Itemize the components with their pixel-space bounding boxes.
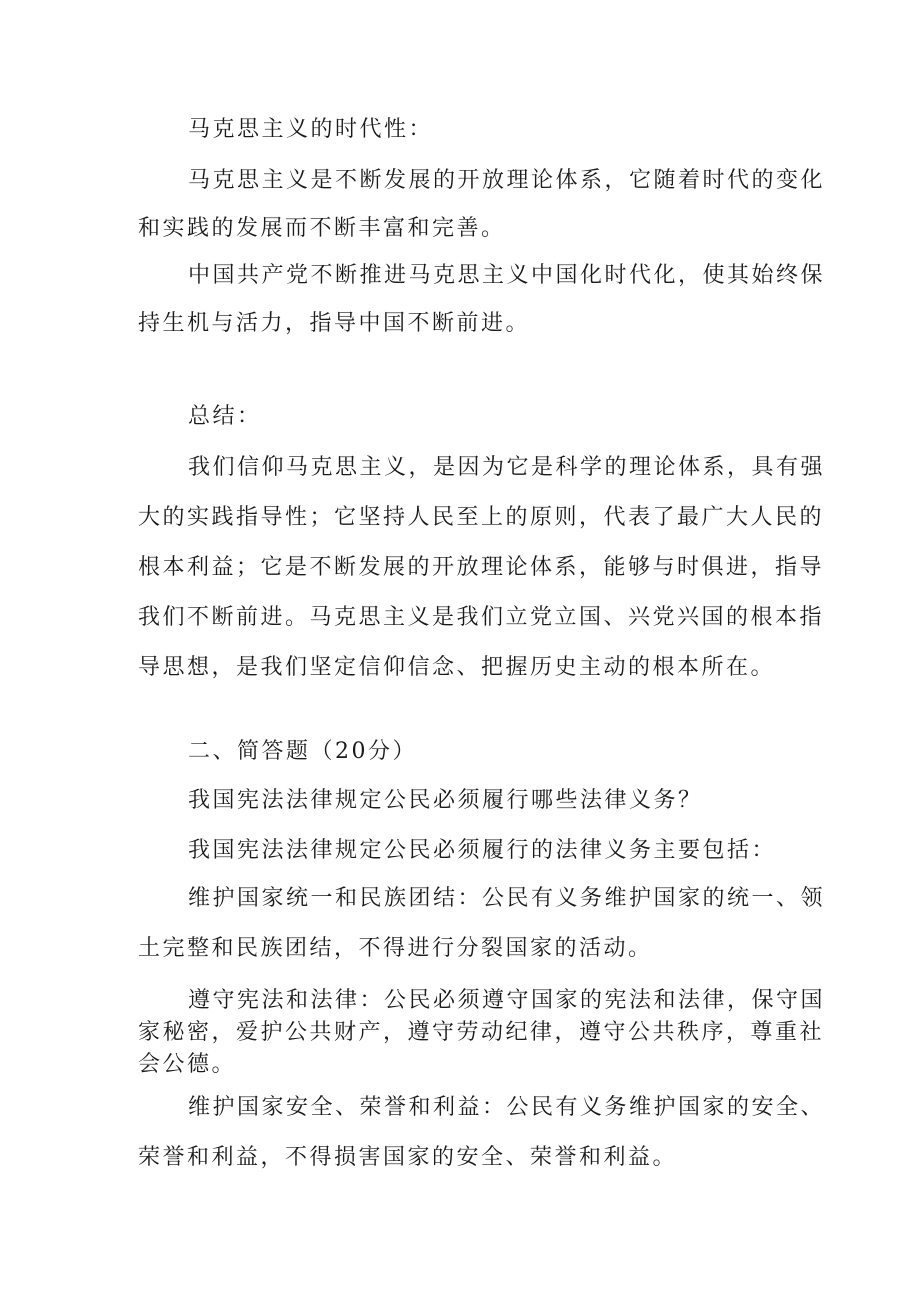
answer-intro xyxy=(188,827,776,875)
paragraph xyxy=(138,1083,825,1183)
text-line: 遵守宪法和法律：公民必须遵守国家的宪法和法律，保守国 xyxy=(188,988,826,1013)
text-line: 中国共产党不断推进马克思主义中国化时代化，使其始终保 xyxy=(188,263,826,288)
text-line: 土完整和民族团结，不得进行分裂国家的活动。 xyxy=(138,936,653,961)
text-line: 根本利益；它是不断发展的开放理论体系，能够与时俱进，指导 xyxy=(138,555,825,580)
paragraph xyxy=(138,985,825,1081)
text-line: 会公德。 xyxy=(138,1052,237,1077)
paragraph xyxy=(138,443,825,693)
text-line: 马克思主义是不断发展的开放理论体系，它随着时代的变化 xyxy=(188,168,826,193)
text-line: 维护国家统一和民族团结：公民有义务维护国家的统一、领 xyxy=(188,886,826,911)
section-title xyxy=(188,728,417,776)
text-line: 荣誉和利益，不得损害国家的安全、荣誉和利益。 xyxy=(138,1145,678,1170)
text-line: 和实践的发展而不断丰富和完善。 xyxy=(138,216,506,241)
text-line: 大的实践指导性；它坚持人民至上的原则，代表了最广大人民的 xyxy=(138,505,825,530)
text-line: 我国宪法法律规定公民必须履行的法律义务主要包括： xyxy=(188,838,777,863)
paragraph xyxy=(138,252,825,348)
text-line: 家秘密，爱护公共财产，遵守劳动纪律，遵守公共秩序，尊重社 xyxy=(138,1020,825,1045)
text-line: 总结： xyxy=(188,404,262,429)
text-line: 导思想，是我们坚定信仰信念、把握历史主动的根本所在。 xyxy=(138,655,776,680)
paragraph xyxy=(138,157,825,253)
text-line: 我们信仰马克思主义，是因为它是科学的理论体系，具有强 xyxy=(188,455,826,480)
text-line: 维护国家安全、荣誉和利益：公民有义务维护国家的安全、 xyxy=(188,1095,826,1120)
heading-era xyxy=(188,106,433,154)
question xyxy=(188,777,703,825)
text-line: 我国宪法法律规定公民必须履行哪些法律义务？ xyxy=(188,788,703,813)
text-line: 马克思主义的时代性： xyxy=(188,117,434,142)
text-line: 我们不断前进。马克思主义是我们立党立国、兴党兴国的根本指 xyxy=(138,605,825,630)
text-line: 二、简答题（20分） xyxy=(188,739,417,764)
heading-summary xyxy=(188,393,262,441)
text-line: 持生机与活力，指导中国不断前进。 xyxy=(138,311,531,336)
paragraph xyxy=(138,874,825,974)
